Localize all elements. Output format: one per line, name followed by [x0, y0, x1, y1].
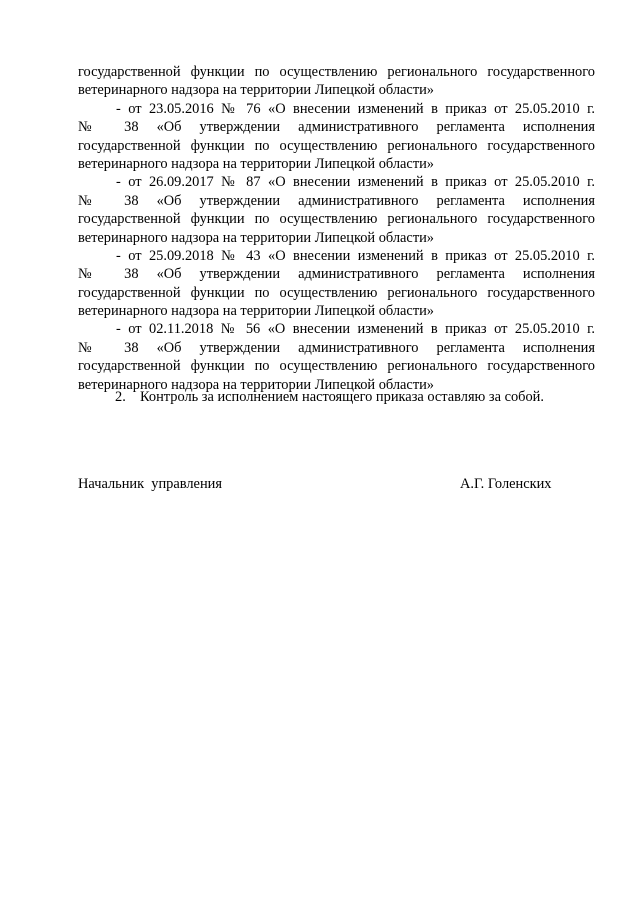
list-item-line: - от 25.09.2018 № 43 «О внесении изменений в приказ от 25.05.2010 г. [116, 247, 595, 264]
text-line: № 38 «Об утверждении административного регламента исполнения [78, 119, 595, 136]
list-item-line: - от 02.11.2018 № 56 «О внесении изменений в приказ от 25.05.2010 г. [116, 321, 595, 338]
text-line: ветеринарного надзора на территории Липецкой области» [78, 229, 434, 246]
text-line: ветеринарного надзора на территории Липецкой области» [78, 155, 434, 172]
text-line: № 38 «Об утверждении административного регламента исполнения [78, 339, 595, 356]
order-list [78, 63, 595, 394]
text-line: № 38 «Об утверждении административного регламента исполнения [78, 192, 595, 209]
item-number: 2. [115, 389, 126, 405]
text-line: ветеринарного надзора на территории Липецкой области» [78, 82, 434, 99]
signatory-title: Начальник управления [78, 476, 222, 492]
text-line: государственной функции по осуществлению регионального государственного [78, 358, 595, 375]
signatory-name: А.Г. Голенских [460, 476, 552, 492]
list-item-line: - от 26.09.2017 № 87 «О внесении изменений в приказ от 25.05.2010 г. [116, 174, 595, 191]
text-line: ветеринарного надзора на территории Липецкой области» [78, 376, 434, 393]
paragraph-item-2 [115, 388, 544, 406]
list-item-line: - от 23.05.2016 № 76 «О внесении изменений в приказ от 25.05.2010 г. [116, 100, 595, 117]
text-line: государственной функции по осуществлению регионального государственного [78, 137, 595, 154]
text-line: № 38 «Об утверждении административного регламента исполнения [78, 266, 595, 283]
item-text: Контроль за исполнением настоящего приказа оставляю за собой. [140, 389, 544, 405]
text-line: государственной функции по осуществлению регионального государственного [78, 211, 595, 228]
text-line: государственной функции по осуществлению регионального государственного [78, 64, 595, 80]
text-line: государственной функции по осуществлению регионального государственного [78, 284, 595, 301]
text-line: ветеринарного надзора на территории Липецкой области» [78, 303, 434, 320]
